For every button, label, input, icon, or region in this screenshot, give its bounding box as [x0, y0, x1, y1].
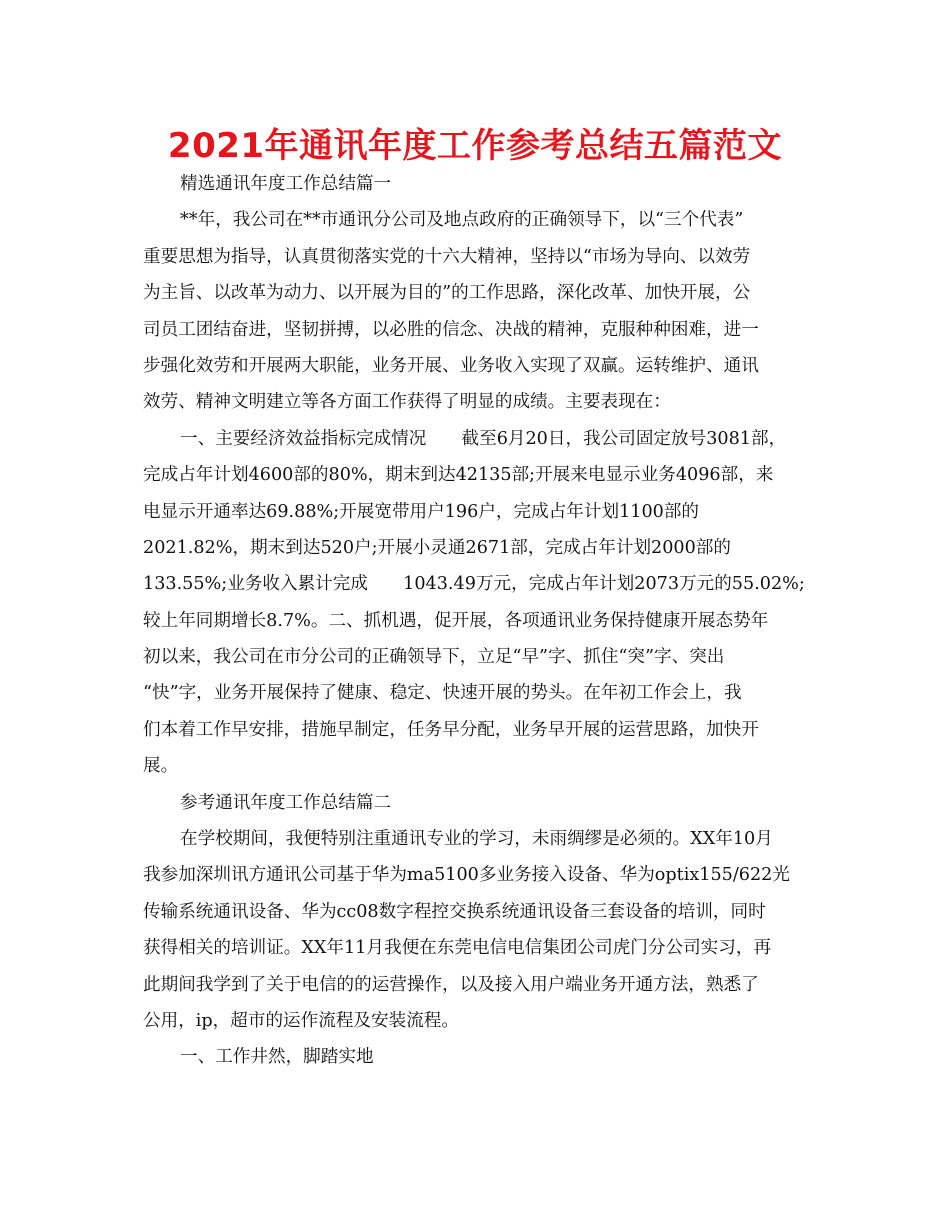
text-line: 公用，ip，超市的运作流程及安装流程。 [143, 1010, 459, 1031]
document-body [143, 166, 823, 1076]
document-title: 2021年通讯年度工作参考总结五篇范文 [167, 126, 783, 166]
text-line: 司员工团结奋进，坚韧拼搏，以必胜的信念、决战的精神，克服种种困难，进一 [143, 319, 759, 340]
text-line: 传输系统通讯设备、华为cc08数字程控交换系统通讯设备三套设备的培训，同时 [143, 901, 766, 922]
text-line: 们本着工作早安排，措施早制定，任务早分配，业务早开展的运营思路，加快开 [143, 719, 759, 740]
text-line: 我参加深圳讯方通讯公司基于华为ma5100多业务接入设备、华为optix155/622光 [143, 865, 790, 886]
text-line: 获得相关的培训证。XX年11月我便在东莞电信电信集团公司虎门分公司实习，再 [143, 938, 772, 959]
text-line: 一、工作井然，脚踏实地 [180, 1047, 374, 1068]
text-line: 在学校期间，我便特别注重通讯专业的学习，未雨绸缪是必须的。XX年10月 [180, 829, 773, 850]
text-line: 步强化效劳和开展两大职能，业务开展、业务收入实现了双赢。运转维护、通讯 [143, 355, 759, 376]
text-line: 完成占年计划4600部的80%，期末到达42135部;开展来电显示业务4096部，来 [143, 465, 774, 486]
text-line: 较上年同期增长8.7%。二、抓机遇，促开展，各项通讯业务保持健康开展态势年 [143, 610, 769, 631]
text-line: 重要思想为指导，认真贯彻落实党的十六大精神，坚持以“市场为导向、以效劳 [143, 246, 751, 267]
text-line: 此期间我学到了关于电信的的运营操作，以及接入用户端业务开通方法，熟悉了 [143, 974, 759, 995]
text-line: 为主旨、以改革为动力、以开展为目的”的工作思路，深化改革、加快开展，公 [143, 283, 751, 304]
text-line: 电显示开通率达69.88%;开展宽带用户196户，完成占年计划1100部的 [143, 501, 700, 522]
text-line: 精选通讯年度工作总结篇一 [180, 174, 392, 194]
text-line: 初以来，我公司在市分公司的正确领导下，立足“早”字、抓住“突”字、突出 [143, 647, 725, 668]
text-line: 展。 [143, 756, 179, 777]
text-line: 效劳、精神文明建立等各方面工作获得了明显的成绩。主要表现在： [143, 392, 671, 413]
text-line: 133.55%;业务收入累计完成 1043.49万元，完成占年计划2073万元的55.02%; [143, 574, 805, 595]
text-line: 参考通讯年度工作总结篇二 [180, 792, 392, 813]
text-line: 一、主要经济效益指标完成情况 截至6月20日，我公司固定放号3081部， [180, 428, 787, 449]
text-line: 2021.82%，期末到达520户;开展小灵通2671部，完成占年计划2000部的 [143, 537, 732, 558]
text-line: “快”字，业务开展保持了健康、稳定、快速开展的势头。在年初工作会上，我 [143, 683, 742, 704]
text-line: **年，我公司在**市通讯分公司及地点政府的正确领导下，以“三个代表” [180, 210, 744, 231]
